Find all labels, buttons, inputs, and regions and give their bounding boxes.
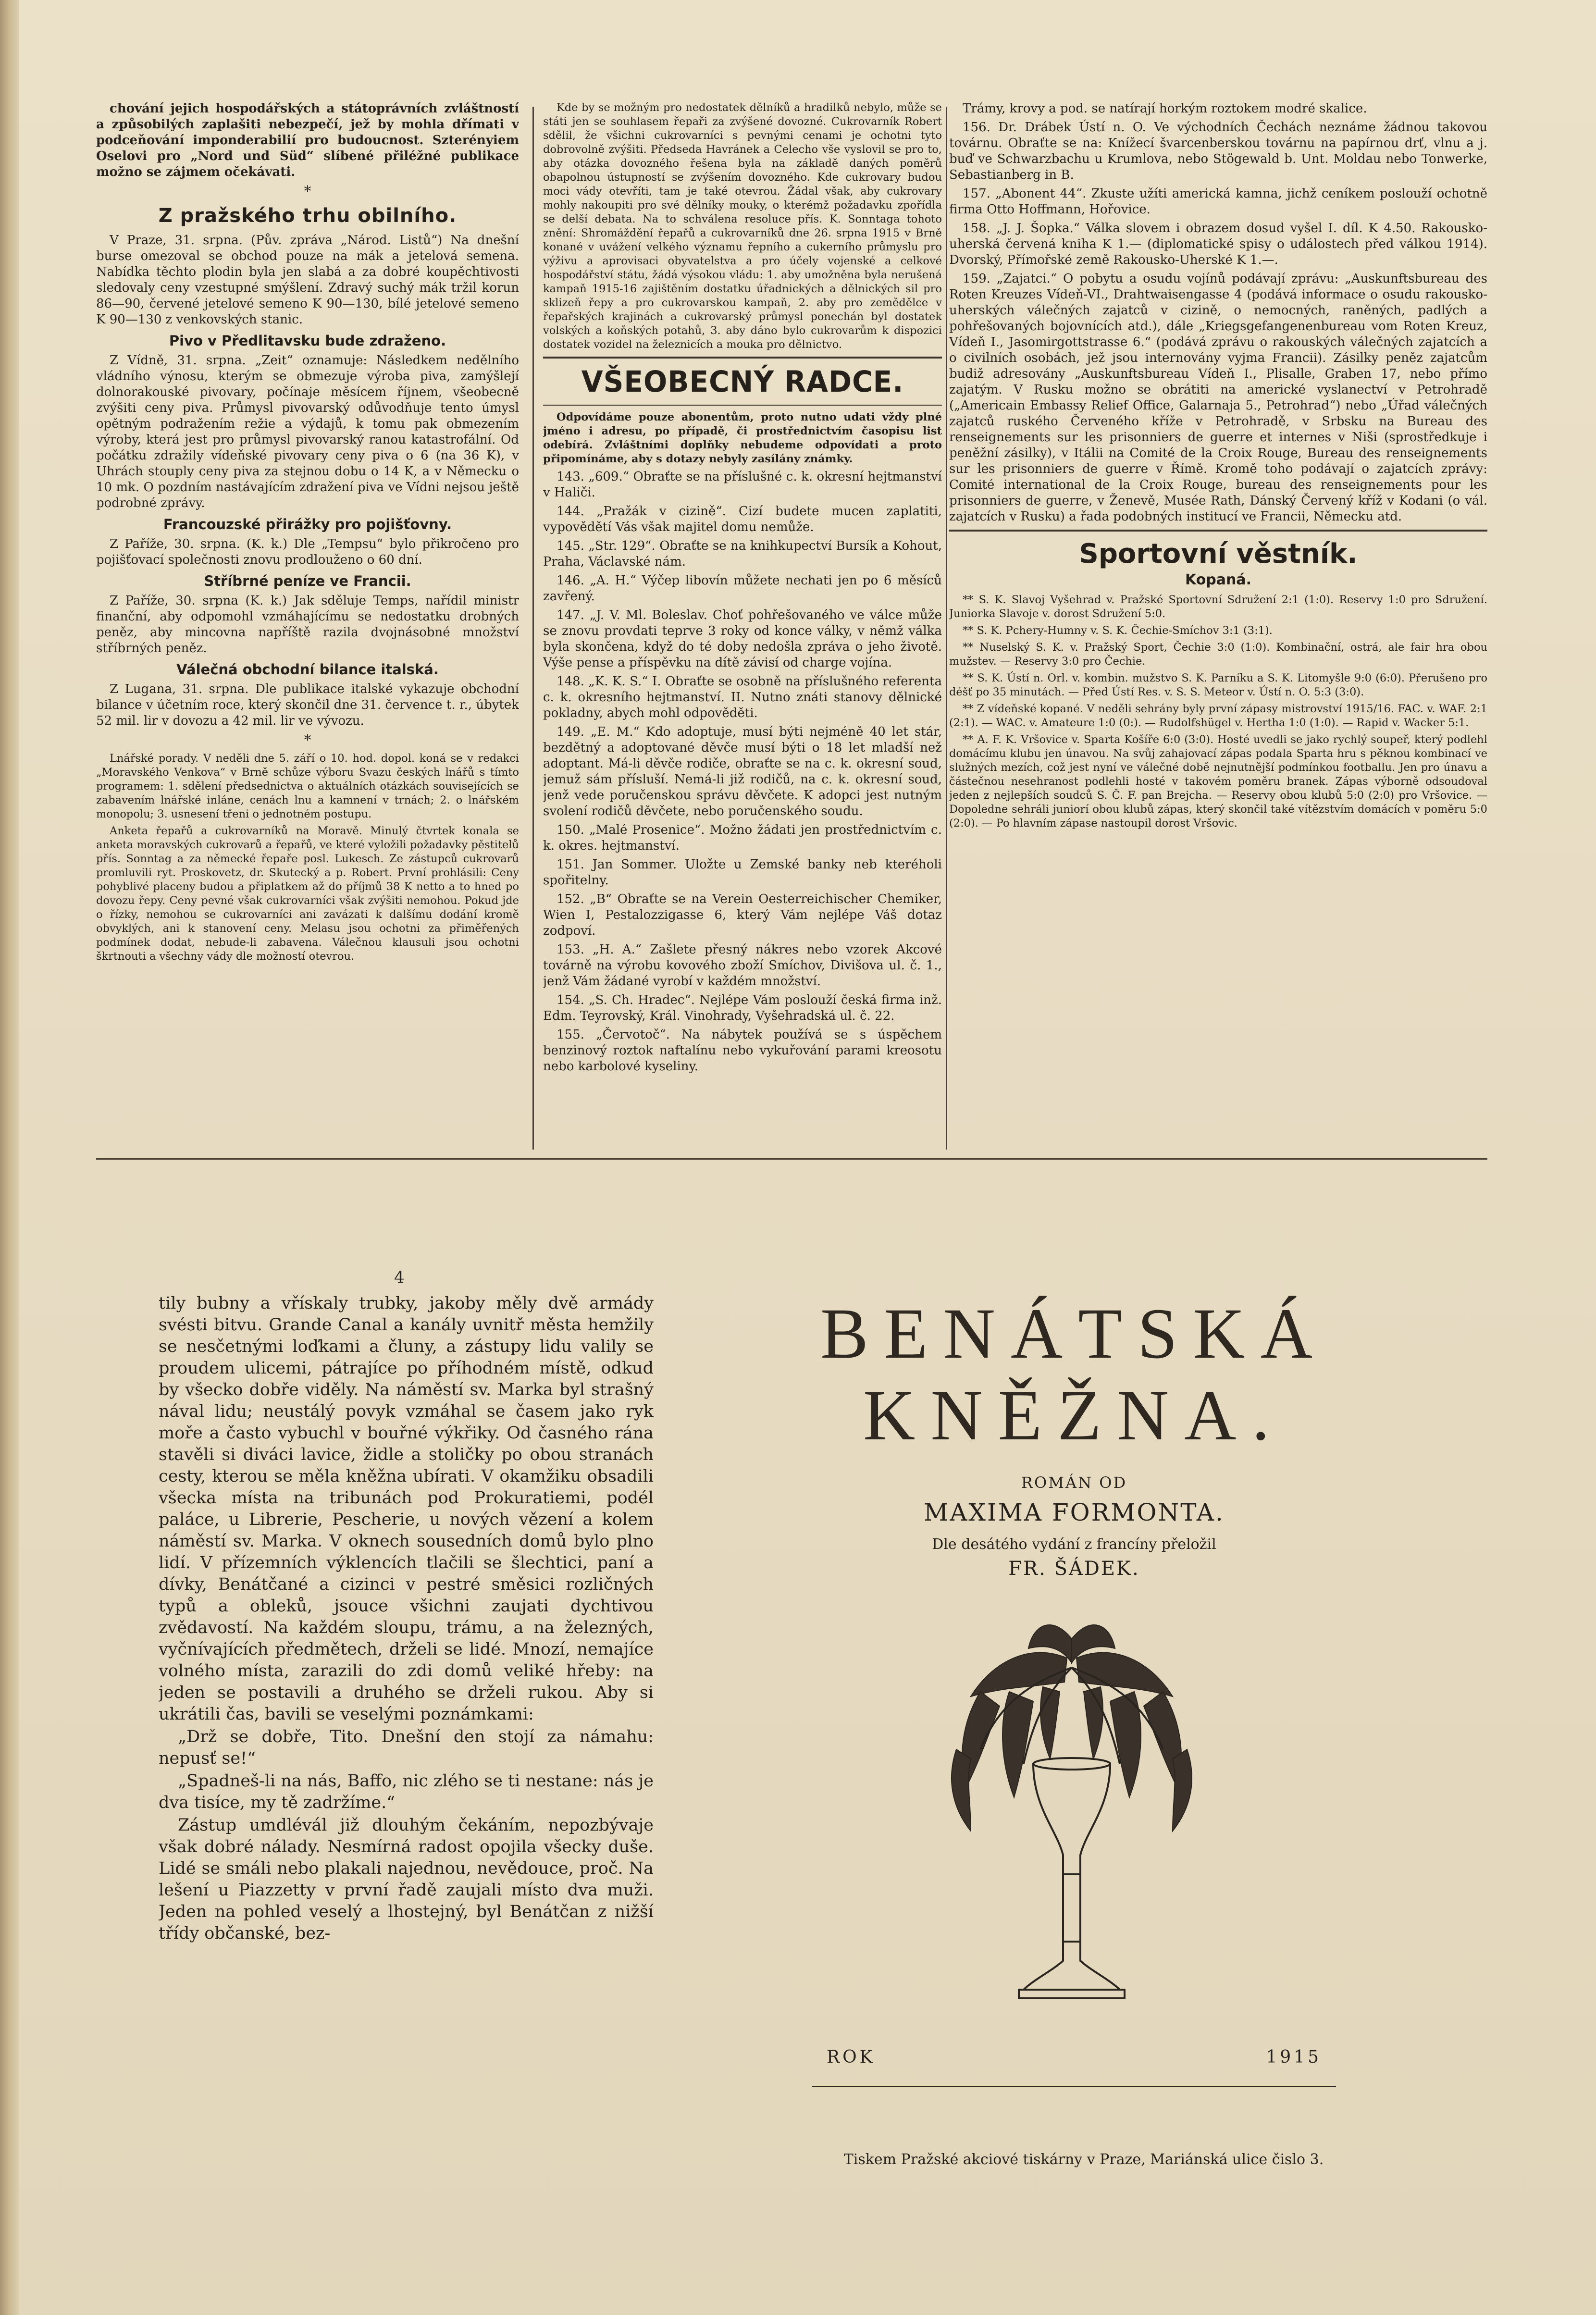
paragraph-sugar-survey: Anketa řepařů a cukrovarníků na Moravě. Minulý čtvrtek konala se anketa moravských cukrovarů a řepařů, ve které vyložili požadavky pěstitelů přís. Sonntag a za německé řepaře posl. Lukesch. Ze zástupců cukrovarů promluvili ryt. Proskovetz, dr. Skutecký a p. Robert. První prohlásili: Ceny pohyblivé placeny budou a připlatkem až do příjmů 38 K netto a to hned po dovozu řepy. Ceny pevné však cukrovarníci však zvýšiti nemohou. Pokud jde o řízky, nemohou se cukrovarníci ani zavázati k dalšímu dodání kromě obvyklých, ani k stanovení ceny. Melasu jsou ochotni za přiměřených podmínek dodat, nebude-li zabavena. Válečnou klausuli jsou ochotni škrtnouti a všechny vády dle možností otevrou.: [96, 825, 519, 963]
advisor-item: 156. Dr. Drábek Ústí n. O. Ve východních Čechách neznáme žádnou takovou továrnu. Obraťte se na: Knížecí švarcenberskou továrnu na papírnou drť, vlnu a j. buď ve Schwarzbachu u Krumlova, nebo Stögewald b. Unt. Moldau nebo Tonwerke, Sebastianberg in B.: [949, 120, 1487, 182]
advisor-item: 157. „Abonent 44“. Zkuste užíti americká kamna, jichž ceníkem poslouží ochotně firma Otto Hoffmann, Hořovice.: [949, 186, 1487, 217]
heading-sport-news: Sportovní věstník.: [1079, 538, 1358, 569]
story-paragraph: „Drž se dobře, Tito. Dnešní den stojí za námahu: nepusť se!“: [159, 1727, 654, 1768]
sport-item: ** S. K. Slavoj Vyšehrad v. Pražské Sportovní Sdružení 2:1 (1:0). Reservy 1:0 pro Sdružení. Juniorka Slavoje v. dorost Sdružení 5:0.: [949, 594, 1487, 620]
story-paragraph: „Spadneš-li na nás, Baffo, nic zlého se ti nestane: nás je dva tisíce, my tě zadržíme.“: [159, 1771, 654, 1812]
heading-french-insurance: Francouzské přirážky pro pojišťovny.: [163, 516, 452, 532]
heading-general-advisor: VŠEOBECNÝ RADCE.: [581, 364, 904, 399]
vase-illustration: [937, 1605, 1206, 2018]
advisor-intro: Odpovídáme pouze abonentům, proto nutno udati vždy plné jméno i adresu, po případě, či prostřednictvím časopisu list odebírá. Zvláštními doplňky nebudeme odpovídati a proto připomínáme, aby s dotazy nebyly zasílány známky.: [543, 411, 942, 465]
intro-paragraph: chování jejich hospodářských a státoprávních zvláštností a způsobilých zaplašiti nebezpečí, jež by mohla dřímati v podceňování imponderabilií pro budoucnost. Szterényiem Oselovi pro „Nord und Süd“ slíbené přiléžné publikace možno se zájmem očekávati.: [96, 101, 519, 179]
cover-translator: FR. ŠÁDEK.: [1008, 1558, 1140, 1580]
paragraph-french-insurance: Z Paříže, 30. srpna. (K. k.) Dle „Tempsu“ bylo přikročeno pro pojišťovací společnosti znovu prodlouženo o 60 dní.: [96, 537, 519, 567]
sport-item: ** Z vídeňské kopané. V neděli sehrány byly první zápasy mistrovství 1915/16. FAC. v. WAF. 2:1 (2:1). — WAC. v. Amateure 1:0 (0:). — Rudolfshügel v. Hertha 1:0 (1:0). — Rapid v. Wacker 5:1.: [949, 703, 1487, 729]
column-economy: [96, 101, 519, 1153]
cover-subtitle: ROMÁN OD: [1021, 1473, 1127, 1492]
heading-italian-balance: Válečná obchodní bilance italská.: [176, 661, 439, 678]
section-divider-thin: [543, 405, 942, 406]
column-rule-2: [946, 107, 947, 1150]
paragraph-grain-market: V Praze, 31. srpna. (Pův. zpráva „Národ. Listů“) Na dnešní burse omezoval se obchod pouze na mák a jetelová semena. Nabídka těchto plodin byla jen slabá a za dobré koupěchtivosti sledovaly ceny vzestupné smýšlení. Zdravý suchý mák tržil korun 86—90, červené jetelové semeno K 90—130, bílé jetelové semeno K 90—130 z venkovských stanic.: [96, 233, 519, 327]
cover-translation-note: Dle desátého vydání z francíny přeložil: [932, 1536, 1216, 1553]
paragraph-beer: Z Vídně, 31. srpna. „Zeit“ oznamuje: Následkem nedělního vládního výnosu, kterým se obmezuje výroba piva, zamýšlejí dolnorakouské pivovary, počínaje měsícem říjnem, všeobecně zvýšiti ceny piva. Průmysl pivovarský odůvodňuje tento úmysl opětným podražením režie a výdajů, k tomu pak obmezením výroby, která jest pro průmysl pivovarský ranou katastrofální. Od počátku zdražily vídeňské pivovary ceny piva o 6 (na 36 K), v Uhrách stouply ceny piva za stejnou dobu o 14 K, a v Německu o 10 mk. O pozdním nastávajícím zdražení piva ve Vídni nejsou ještě podrobné zprávy.: [96, 353, 519, 510]
book-cover: [812, 1293, 1336, 2119]
advisor-item: 154. „S. Ch. Hradec“. Nejlépe Vám poslouží česká firma inž. Edm. Teyrovský, Král. Vinohrady, Vyšehradská ul. č. 22.: [543, 993, 942, 1023]
advisor-item: 155. „Červotoč“. Na nábytek používá se s úspěchem benzinový roztok naftalínu nebo vykuřování parami kreosotu nebo karbolové kyseliny.: [543, 1028, 942, 1074]
advisor-item: 144. „Pražák v cizině“. Cizí budete mucen zaplatiti, vypovědětí Vás však majitel domu nemůže.: [543, 504, 942, 534]
advisor-item: 148. „K. K. S.“ I. Obraťte se osobně na příslušného referenta c. k. okresního hejtmanství. II. Nutno znáti stanovy dělnické pokladny, abych mohl odpověděti.: [543, 674, 942, 720]
separator-star: *: [304, 183, 311, 200]
advisor-item: 146. „A. H.“ Výčep libovín můžete nechati jen po 6 měsíců zavřený.: [543, 573, 942, 604]
advisor-item: 150. „Malé Prosenice“. Možno žádati jen prostřednictvím c. k. okres. hejtmanství.: [543, 823, 942, 853]
cover-title-line-1: BENÁTSKÁ: [820, 1294, 1328, 1374]
advisor-item: 149. „E. M.“ Kdo adoptuje, musí býti nejméně 40 let stár, bezdětný a adoptované děvče musí býti o 18 let mladší než adoptant. Má-li děvče rodiče, obraťte se na c. k. okresní soud, jemuž sám přísluší. Nemá-li již rodičů, na c. k. okresní soud, jenž vede poručenskou správu děvčete. K adopci jest nutným svolení rodičů děvčete, nebo poručenského soudu.: [543, 725, 942, 818]
story-paragraph: tily bubny a vřískaly trubky, jakoby měly dvě armády svésti bitvu. Grande Canal a kanály uvnitř města hemžily se nesčetnými loďkami a čluny, a zástupy lidu valily se proudem ulicemi, pátrajíce po příhodném místě, odkud by všecko dobře viděly. Na náměstí sv. Marka byl strašný nával lidu; neustálý povyk vzmáhal se časem jako ryk moře a často vybuchl v bouřné výkřiky. Od časného rána stavěli si diváci lavice, židle a stoličky po obou stranách cesty, kterou se měla kněžna ubírati. V okamžiku obsadili všecka místa na tribunách pod Prokuratiemi, podél paláce, u Librerie, Pescherie, u nových vězení a kolem náměstí sv. Marka. V oknech sousedních domů bylo plno lidí. V přízemních výklencích tlačili se šlechtici, paní a dívky, Benátčané a cizinci v pestré směsici rozličných typů a obleků, jsouce všichni zaujati dychtivou zvědavostí. Na každém sloupu, trámu, a na železných, vyčnívajících předmětech, drželi se lidé. Mnozí, nemajíce volného místa, zarazili do zdi domů veliké hřeby: na jeden se postavili a druhého se drželi rukou. Aby si ukrátili čas, bavili se veselými poznámkami:: [159, 1294, 654, 1724]
section-divider: [543, 357, 942, 359]
page-number: 4: [394, 1268, 405, 1287]
advisor-item: 143. „609.“ Obraťte se na příslušné c. k. okresní hejtmanství v Haliči.: [543, 470, 942, 500]
paragraph-italian-balance: Z Lugana, 31. srpna. Dle publikace italské vykazuje obchodní bilance v účetním roce, který skončil dne 31. července t. r., úbytek 52 mil. lir v dovozu a 42 mil. lir ve vývozu.: [96, 682, 519, 728]
cover-year-label: ROK: [827, 2047, 876, 2067]
column-rule-1: [532, 107, 534, 1150]
section-divider: [949, 530, 1487, 532]
cover-bottom-rule: [812, 2086, 1336, 2087]
separator-star-2: *: [304, 732, 311, 749]
advisor-item: 153. „H. A.“ Zašlete přesný nákres nebo vzorek Akcové továrně na výrobu kovového zboží Smíchov, Divišova ul. č. 1., jenž Vám žádané vyrobí v každém množství.: [543, 942, 942, 989]
sport-item: ** S. K. Pchery-Humny v. S. K. Čechie-Smíchov 3:1 (3:1).: [963, 624, 1273, 637]
heading-football: Kopaná.: [1185, 571, 1252, 588]
cover-title-line-2: KNĚŽNA.: [863, 1375, 1286, 1455]
sport-item: ** A. F. K. Vršovice v. Sparta Košíře 6:0 (3:0). Hosté uvedli se jako rychlý soupeř, který podlehl domácímu klubu jen únavou. Na svůj zahajovací zápas podala Sparta hru s pěknou kombinací ve služných mezích, což jest nyní ve válečné době nejnutnější podmínkou footballu. Jen pro únavu a částečnou nesehranost podlehli hosté v takovém poměru branek. Zápas výborně odsoudoval jeden z nejlepších soudců S. Č. F. pan Brejcha. — Reservy obou klubů 5:0 (2:0) pro Vršovice. — Dopoledne sehráli juniorí obou klubů zápas, který skončil také vítězstvím domácích v poměru 5:0 (2:0). — Po hlavním zápase nastoupil dorost Vršovic.: [949, 733, 1487, 829]
heading-beer: Pivo v Předlitavsku bude zdraženo.: [169, 333, 446, 349]
paragraph-sugar-continued: Kde by se možným pro nedostatek dělníků a hradilků nebylo, může se státi jen se souhlasem řepaři za zvýšené dovozné. Cukrovarník Robert sdělil, že všichni cukrovarníci s pevnými cenami je ochotni tyto dobrovolně zvýšiti. Předseda Havránek a Celecho vše vyslovil se pro to, aby otázka dovozného řešena byla na základě daných poměrů obapolnou ústupností se zvýšením dovozného. Kde cukrovary budou moci vády otevříti, tam je také otevrou. Žádal však, aby cukrovary mohly nakoupiti pro své dělníky mouky, o kterémž požadavku zpořídla se delší debata. Na to schválena resoluce přís. K. Sonntaga tohoto znění: Shromáždění řepařů a cukrovarníků dne 26. srpna 1915 v Brně konané v uvážení velkého významu řepního a cukerního průmyslu pro výživu a aprovisaci obyvatelstva a pro účely vojenské a celkové hospodářství státu, žádá výsokou vládu: 1. aby umožněna byla nerušená kampaň 1915-16 zajištěním dostatku úřadnických a dělnických sil pro sklizeň řepy a pro cukrovarskou kampaň, 2. aby pro zemědělce v řepařských krajinách a cukrovarský průmysl ponechán byl dostatek volských a koňských potahů, 3. aby dáno bylo cukrovarům k dispozici dostatek vozidel na železnicích a mouka pro dělnictvo.: [543, 101, 942, 351]
cover-author: MAXIMA FORMONTA.: [924, 1498, 1225, 1526]
column-advisor: [543, 101, 942, 1153]
advisor-item: 152. „B“ Obraťte se na Verein Oesterreichischer Chemiker, Wien I, Pestalozzigasse 6, který Vám nejlépe Váš dotaz zodpoví.: [543, 892, 942, 938]
advisor-item: 151. Jan Sommer. Uložte u Zemské banky neb kteréholi spořitelny.: [543, 857, 942, 888]
novel-text: [159, 1293, 654, 2235]
paragraph-silver-coins: Z Paříže, 30. srpna (K. k.) Jak sděluje Temps, nařídil ministr finanční, aby odpomohl vzmáhajícímu se nedostatku drobných peněz, aby mincovna napříště razila dvojnásobné množství stříbrných peněz.: [96, 594, 519, 656]
advisor-item: 158. „J. J. Šopka.“ Válka slovem i obrazem dosud vyšel I. díl. K 4.50. Rakousko-uherská červená kniha K 1.— (diplomatické spisy o událostech před válkou 1914). Dvorský, Přímořské země Rakousko-Uherské K 1.—.: [949, 221, 1487, 267]
sport-item: ** Nuselský S. K. v. Pražský Sport, Čechie 3:0 (1:0). Kombinační, ostrá, ale fair hra obou mužstev. — Reservy 3:0 pro Čechie.: [949, 641, 1487, 668]
printer-imprint: Tiskem Pražské akciové tiskárny v Praze, Mariánská ulice čislo 3.: [843, 2151, 1324, 2168]
sport-item: ** S. K. Ústí n. Orl. v. kombin. mužstvo S. K. Parníku a S. K. Litomyšle 9:0 (6:0). Přerušeno pro déšť po 35 minutách. — Před Ústí Res. v. S. S. Meteor v. Ústí n. O. 5:3 (3:0).: [949, 672, 1487, 698]
heading-silver-coins: Stříbrné peníze ve Francii.: [204, 573, 411, 589]
advisor-continued: Trámy, krovy a pod. se natírají horkým roztokem modré skalice.: [963, 101, 1367, 116]
book-binding-gutter: [0, 0, 19, 2315]
advisor-item: 147. „J. V. Ml. Boleslav. Choť pohřešovaného ve válce může se znovu provdati teprve 3 roky od konce války, v němž válka byla skončena, když do té doby nedošla zpráva o jeho životě. Výše pense a příspěvku na dítě závisí od charge vojína.: [543, 608, 942, 670]
story-paragraph: Zástup umdlévál již dlouhým čekáním, nepozbývaje však dobré nálady. Nesmírná radost opojila všecky duše. Lidé se smáli nebo plakali najednou, nevědouce, proč. Na lešení u Piazzetty v první řadě zaujali místo dva muži. Jeden na pohled veselý a lhostejný, byl Benátčan z nižší třídy občanské, bez-: [159, 1816, 654, 1943]
heading-grain-market: Z pražského trhu obilního.: [158, 205, 457, 227]
cover-year: 1915: [1266, 2047, 1322, 2067]
advisor-item: 159. „Zajatci.“ O pobytu a osudu vojínů podávají zprávu: „Auskunftsbureau des Roten Kreuzes Vídeň-VI., Drahtwaisengasse 4 (podává informace o osudu rakousko-uherských válečných zajatců v cizině, o nemocných, raněných, padlých a pohřešovaných bojovnících atd.), dále „Kriegsgefangenenbureau vom Roten Kreuz, Vídeň I., Jasomirgottstrasse 6.“ (podává zprávu o rakouských válečných zajatcích a o civilních osobách, jež jsou internovány vyjma Francii). Zásilky peněz zajatcům budiž adresovány „Auskunftsbureau Vídeň I., Plisalle, Graben 17, nebo přímo zajatým. V Rusku možno se obrátiti na americké vyslanectví v Petrohradě („Americain Embassy Relief Office, Galarnaja 5., Petrohrad“) nebo „Úřad válečných zajatců ruského Červeného kříže v Petrohradě, v Srbsku na Bureau des renseignements sur les prisonniers de guerre et internes v Niši (sprostředkuje i peněžní zásilky), v Itálii na Comité de la Croix Rouge, Bureau des renseignements sur les prisonniers de guerre v Římě. Kromě toho podávají o zajatcích zprávy: Comité international de la Croix Rouge, bureau des renseignements pour les prisonniers de guerre, v Ženevě, Musée Rath, Dánský Červený kříž v Kodani (o vál. zajatcích v Rusku) a řada podobných institucí ve Francii, Německu atd.: [949, 272, 1487, 524]
column-advisor-sport: [949, 101, 1487, 1153]
page-fold-divider: [96, 1158, 1487, 1160]
paragraph-flax: Lnářské porady. V neděli dne 5. září o 10. hod. dopol. koná se v redakci „Moravského Venkova“ v Brně schůze výboru Svazu českých lnářů s tímto programem: 1. sdělení předsednictva o aktuálních otázkách souvisejících se zabavením lnářské inláne, cenách lnu a kamnení v trnách; 2. o lnářském monopolu; 3. usnesení třeni o jednotném postupu.: [96, 752, 519, 820]
advisor-item: 145. „Str. 129“. Obraťte se na knihkupectví Bursík a Kohout, Praha, Václavské nám.: [543, 539, 942, 569]
